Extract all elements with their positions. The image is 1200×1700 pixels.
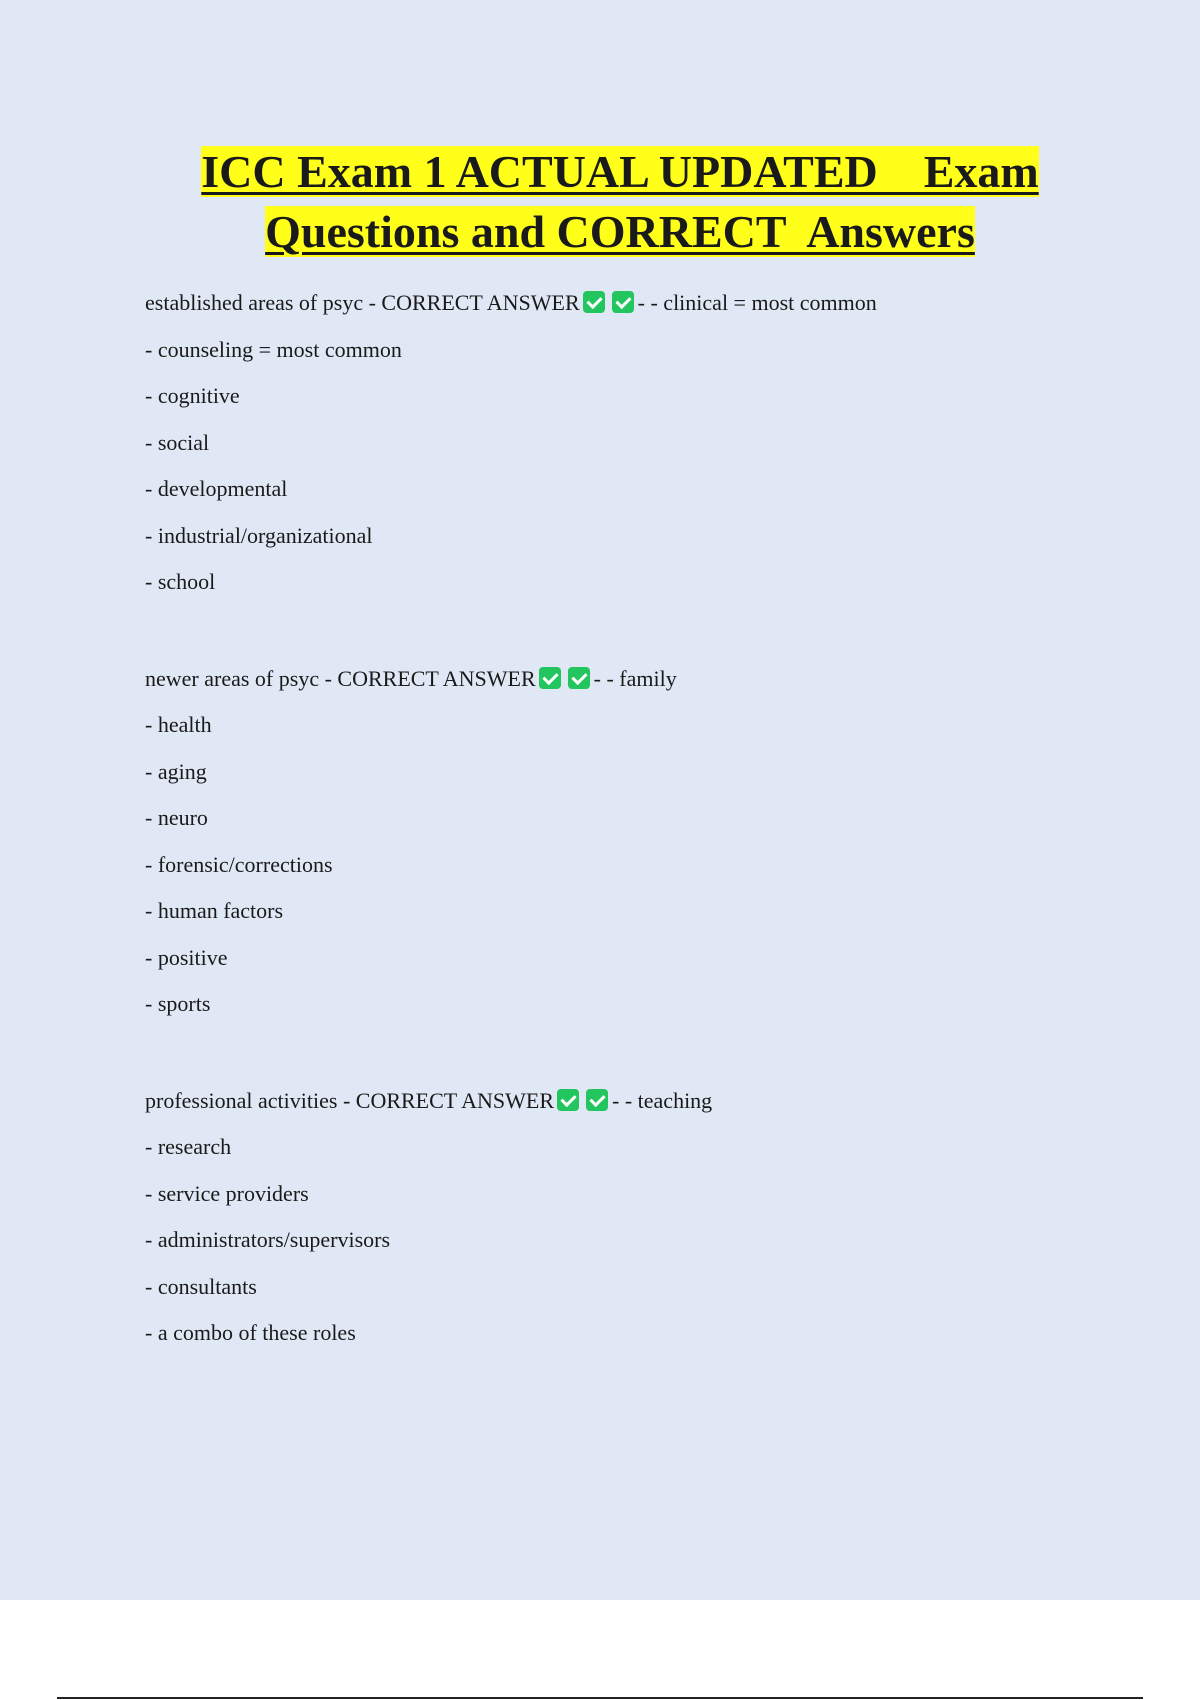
list-item: - human factors (145, 898, 284, 923)
list-item: - a combo of these roles (145, 1320, 356, 1345)
qa-section-professional (145, 1078, 1145, 1357)
list-item: - neuro (145, 805, 208, 830)
list-item: - positive (145, 944, 228, 970)
qa-section-newer (145, 656, 1145, 1028)
check-icon (557, 1089, 579, 1111)
list-item: - sports (145, 991, 211, 1016)
list-item: - counseling = most common (145, 336, 402, 362)
question-text: newer areas of psyc - CORRECT ANSWER (145, 665, 536, 691)
question-text: professional activities - CORRECT ANSWER (145, 1087, 555, 1113)
list-item: - administrators/supervisors (145, 1227, 391, 1252)
question-line (145, 1078, 1145, 1125)
list-item: - social (145, 429, 210, 455)
question-line (145, 280, 1145, 327)
title-line-1: ICC Exam 1 ACTUAL UPDATED Exam (201, 146, 1039, 197)
list-item: - research (145, 1134, 232, 1159)
list-item: - industrial/organizational (145, 522, 373, 548)
list-item: - school (145, 569, 216, 594)
check-icon (583, 291, 605, 313)
list-item: - forensic/corrections (145, 851, 333, 877)
answer-lead: - - family (593, 665, 677, 691)
check-icon (612, 291, 634, 313)
list-item: - service providers (145, 1180, 309, 1206)
title-line-2: Questions and CORRECT Answers (265, 206, 975, 257)
answer-lead: - - teaching (612, 1087, 713, 1113)
question-line (145, 656, 1145, 703)
list-item: - health (145, 712, 212, 737)
list-item: - aging (145, 758, 207, 784)
list-item: - developmental (145, 476, 288, 501)
list-item: - consultants (145, 1273, 257, 1299)
document-title (0, 142, 1200, 262)
question-text: established areas of psyc - CORRECT ANSWER (145, 290, 580, 315)
check-icon (586, 1089, 608, 1111)
qa-content (145, 280, 1145, 1357)
footer-divider (57, 1697, 1143, 1699)
check-icon (568, 667, 590, 689)
list-item: - cognitive (145, 383, 240, 408)
answer-lead: - - clinical = most common (637, 290, 877, 315)
check-icon (539, 667, 561, 689)
qa-section-established (145, 280, 1145, 606)
